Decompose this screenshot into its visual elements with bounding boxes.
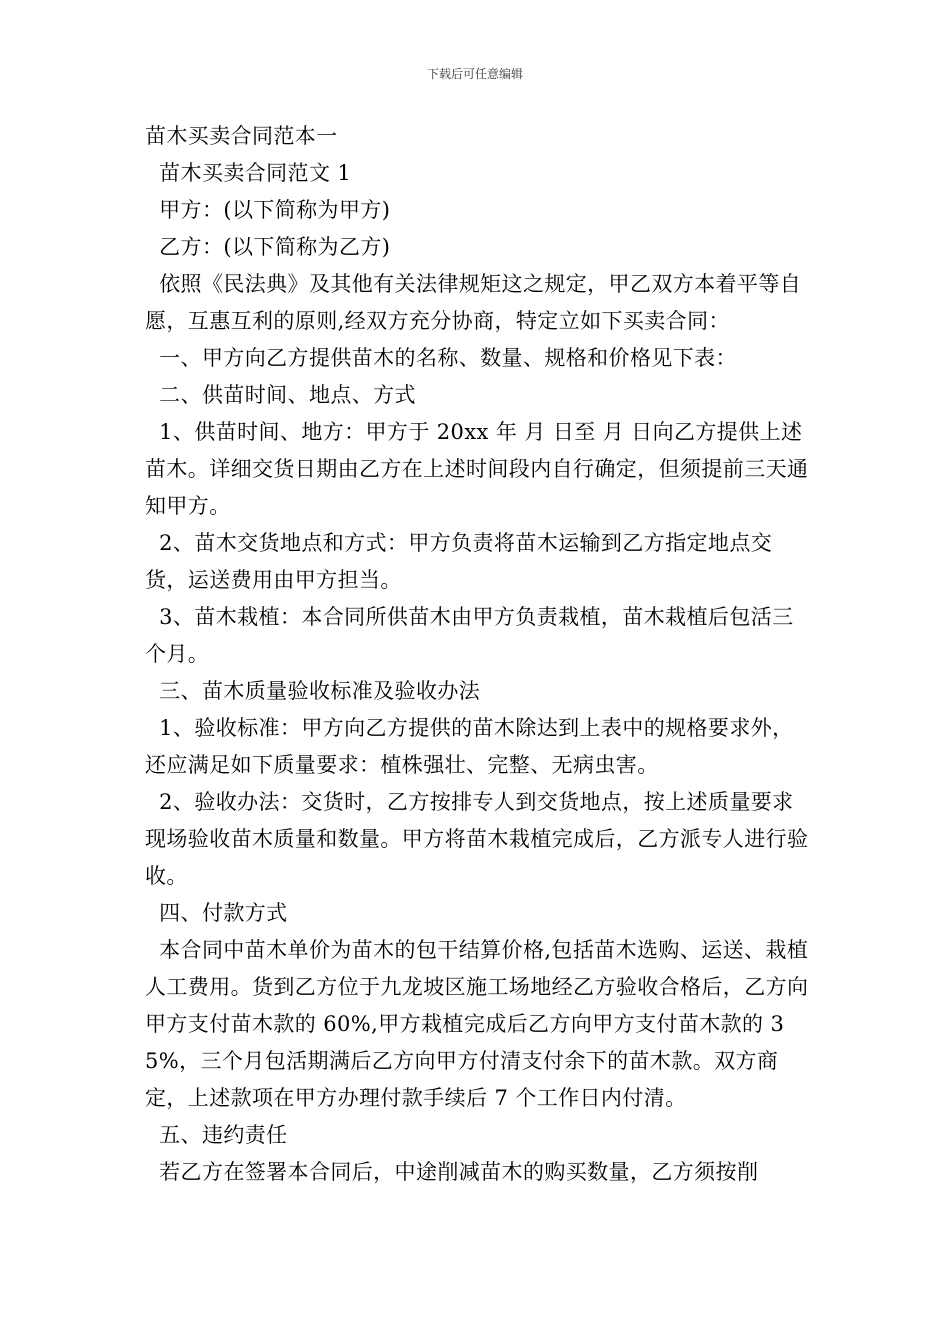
paragraph: 若乙方在签署本合同后，中途削减苗木的购买数量，乙方须按削 [145,1160,759,1184]
document-body [145,118,813,1191]
paragraph: 3、苗木栽植：本合同所供苗木由甲方负责栽植，苗木栽植后包活三个月。 [145,605,794,666]
paragraph: 一、甲方向乙方提供苗木的名称、数量、规格和价格见下表： [145,346,737,370]
paragraph: 甲方：(以下简称为甲方) [145,198,391,222]
document-title: 苗木买卖合同范本一 [145,124,338,148]
paragraph: 四、付款方式 [145,901,288,925]
paragraph: 乙方：(以下简称为乙方) [145,235,391,259]
paragraph: 苗木买卖合同范文 1 [145,161,352,185]
paragraph: 二、供苗时间、地点、方式 [145,383,416,407]
paragraph: 三、苗木质量验收标准及验收办法 [145,679,481,703]
paragraph: 2、苗木交货地点和方式：甲方负责将苗木运输到乙方指定地点交货，运送费用由甲方担当。 [145,531,773,592]
paragraph: 依照《民法典》及其他有关法律规矩这之规定，甲乙双方本着平等自愿，互惠互利的原则,经双方充分协商，特定立如下买卖合同： [145,272,802,333]
paragraph: 本合同中苗木单价为苗木的包干结算价格,包括苗木选购、运送、栽植人工费用。货到乙方位于九龙坡区施工场地经乙方验收合格后，乙方向甲方支付苗木款的 60%,甲方栽植完成后乙方向甲方支付苗木款的 35%，三个月包活期满后乙方向甲方付清支付余下的苗木款。双方商定，上述款项在甲方办理付款手续后 7 个工作日内付清。 [145,938,809,1110]
paragraph: 1、验收标准：甲方向乙方提供的苗木除达到上表中的规格要求外，还应满足如下质量要求：植株强壮、完整、无病虫害。 [145,716,794,777]
page-header: 下载后可任意编辑 [426,67,523,81]
paragraph: 五、违约责任 [145,1123,288,1147]
paragraph: 2、验收办法：交货时，乙方按排专人到交货地点，按上述质量要求现场验收苗木质量和数量。甲方将苗木栽植完成后，乙方派专人进行验收。 [145,790,809,888]
paragraph: 1、供苗时间、地方：甲方于 20xx 年 月 日至 月 日向乙方提供上述苗木。详细交货日期由乙方在上述时间段内自行确定，但须提前三天通知甲方。 [145,420,809,518]
